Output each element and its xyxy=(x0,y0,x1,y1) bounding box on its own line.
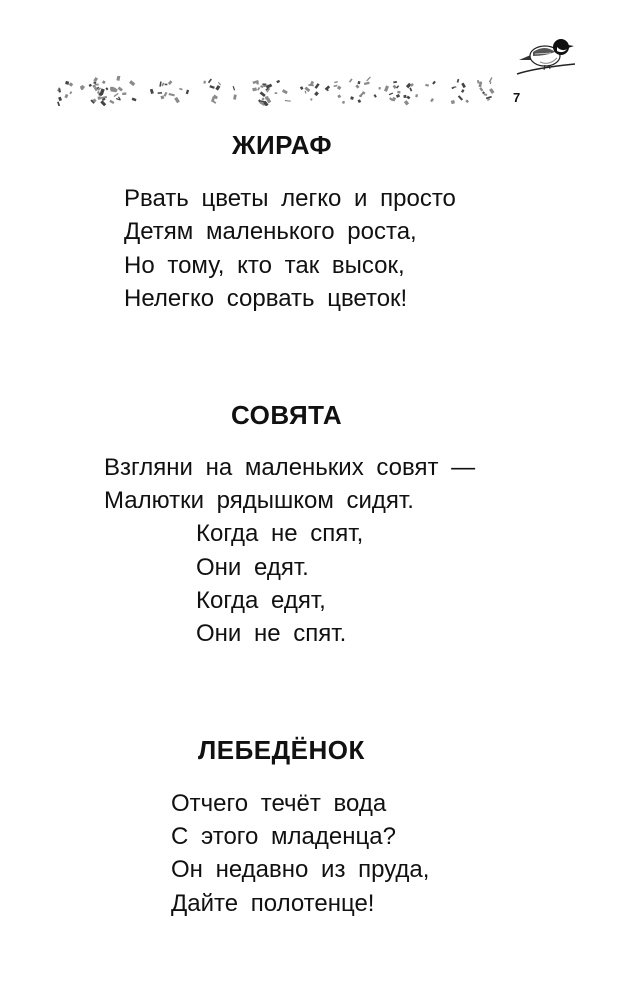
leaf-fleck xyxy=(337,86,342,90)
poem-line: Взгляни на маленьких совят — xyxy=(104,454,476,481)
leaf-fleck xyxy=(393,81,397,83)
leaf-fleck xyxy=(489,88,494,94)
leaf-fleck xyxy=(397,91,400,94)
leaf-border-ornament xyxy=(55,76,505,106)
leaf-fleck xyxy=(364,82,370,85)
leaf-fleck xyxy=(218,82,221,86)
leaf-fleck xyxy=(161,82,164,86)
leaf-fleck xyxy=(110,87,114,90)
leaf-fleck xyxy=(359,92,364,97)
leaf-fleck xyxy=(451,100,455,104)
leaf-fleck xyxy=(308,84,314,86)
leaf-fleck xyxy=(337,94,341,98)
leaf-fleck xyxy=(102,80,106,84)
leaf-fleck xyxy=(150,89,154,94)
leaf-fleck xyxy=(208,78,212,83)
poem-line: Отчего течёт вода xyxy=(171,790,387,817)
leaf-fleck xyxy=(57,102,60,107)
page-number: 7 xyxy=(513,90,521,105)
leaf-fleck xyxy=(403,95,406,98)
leaf-fleck xyxy=(430,98,434,102)
leaf-fleck xyxy=(461,83,466,89)
leaf-fleck xyxy=(484,93,488,95)
leaf-fleck xyxy=(109,100,114,104)
leaf-fleck xyxy=(461,89,464,93)
leaf-fleck xyxy=(425,84,429,87)
leaf-fleck xyxy=(282,89,288,94)
leaf-fleck xyxy=(314,91,319,96)
leaf-fleck xyxy=(252,87,257,91)
leaf-fleck xyxy=(69,82,74,86)
leaf-fleck xyxy=(100,88,105,95)
leaf-fleck xyxy=(209,85,214,89)
poem-line: Когда не спят, xyxy=(196,520,364,547)
leaf-fleck xyxy=(479,87,483,91)
leaf-fleck xyxy=(260,91,266,97)
leaf-fleck xyxy=(451,86,454,89)
poem-line: Нелегко сорвать цветок! xyxy=(124,285,408,312)
leaf-fleck xyxy=(406,96,410,100)
leaf-fleck xyxy=(457,79,460,83)
leaf-fleck xyxy=(260,85,263,88)
poem-line: Они не спят. xyxy=(196,620,347,647)
poem-line: Они едят. xyxy=(196,554,309,581)
leaf-fleck xyxy=(116,76,120,81)
leaf-fleck xyxy=(404,100,409,105)
leaf-fleck xyxy=(374,94,377,98)
leaf-fleck xyxy=(257,87,260,91)
leaf-fleck xyxy=(93,77,98,82)
leaf-fleck xyxy=(358,99,362,103)
leaf-fleck xyxy=(342,101,345,104)
leaf-fleck xyxy=(261,97,264,100)
leaf-fleck xyxy=(358,81,361,84)
leaf-fleck xyxy=(275,92,278,94)
leaf-fleck xyxy=(118,87,123,92)
leaf-fleck xyxy=(174,97,180,103)
leaf-fleck xyxy=(333,85,337,87)
poem-line: Малютки рядышком сидят. xyxy=(104,487,414,514)
leaf-fleck xyxy=(477,80,480,84)
leaf-fleck xyxy=(65,81,69,85)
poem-title-owlets: СОВЯТА xyxy=(231,400,343,430)
leaf-fleck xyxy=(315,83,320,89)
leaf-fleck xyxy=(366,76,371,81)
poem-line: С этого младенца? xyxy=(171,823,396,850)
leaf-fleck xyxy=(97,96,101,100)
poem-line: Когда едят, xyxy=(196,587,326,614)
poem-title-giraffe: ЖИРАФ xyxy=(232,130,333,160)
leaf-fleck xyxy=(158,92,162,94)
leaf-fleck xyxy=(350,96,354,100)
leaf-fleck xyxy=(396,94,400,98)
leaf-fleck xyxy=(409,88,412,92)
leaf-fleck xyxy=(114,93,119,97)
leaf-fleck xyxy=(132,98,137,102)
leaf-fleck xyxy=(334,81,338,83)
leaf-fleck xyxy=(465,99,469,103)
leaf-fleck xyxy=(378,87,380,90)
leaf-fleck xyxy=(168,80,172,85)
poem-line: Он недавно из пруда, xyxy=(171,856,430,883)
leaf-fleck xyxy=(165,84,168,86)
leaf-fleck xyxy=(233,94,237,99)
bird-icon xyxy=(515,34,577,80)
leaf-fleck xyxy=(432,81,436,85)
leaf-fleck xyxy=(355,84,359,88)
leaf-fleck xyxy=(186,90,189,95)
leaf-fleck xyxy=(410,83,414,87)
leaf-fleck xyxy=(164,92,168,97)
leaf-fleck xyxy=(122,92,126,95)
leaf-fleck xyxy=(89,84,92,87)
leaf-fleck xyxy=(169,93,175,96)
leaf-fleck xyxy=(384,85,389,92)
leaf-fleck xyxy=(300,86,304,90)
leaf-fleck xyxy=(349,78,353,82)
leaf-fleck xyxy=(69,91,72,94)
leaf-fleck xyxy=(233,86,236,91)
poem-title-cygnet: ЛЕБЕДЁНОК xyxy=(198,735,365,765)
leaf-fleck xyxy=(285,100,291,102)
poem-line: Рвать цветы легко и просто xyxy=(124,185,456,212)
leaf-fleck xyxy=(393,85,397,89)
poem-line: Но тому, кто так высок, xyxy=(124,252,405,279)
leaf-fleck xyxy=(58,97,62,102)
leaf-fleck xyxy=(179,88,183,91)
leaf-fleck xyxy=(276,80,280,83)
leaf-fleck xyxy=(105,87,108,90)
leaf-fleck xyxy=(310,98,313,101)
leaf-fleck xyxy=(389,92,393,95)
leaf-fleck xyxy=(203,81,206,84)
leaf-fleck xyxy=(305,91,307,94)
leaf-fleck xyxy=(415,94,418,97)
leaf-fleck xyxy=(64,94,68,98)
poem-line: Дайте полотенце! xyxy=(171,890,375,917)
leaf-fleck xyxy=(215,85,220,91)
leaf-fleck xyxy=(129,80,135,86)
leaf-fleck xyxy=(458,95,463,100)
leaf-fleck xyxy=(159,81,161,86)
leaf-fleck xyxy=(100,100,106,106)
poem-line: Детям маленького роста, xyxy=(124,218,417,245)
